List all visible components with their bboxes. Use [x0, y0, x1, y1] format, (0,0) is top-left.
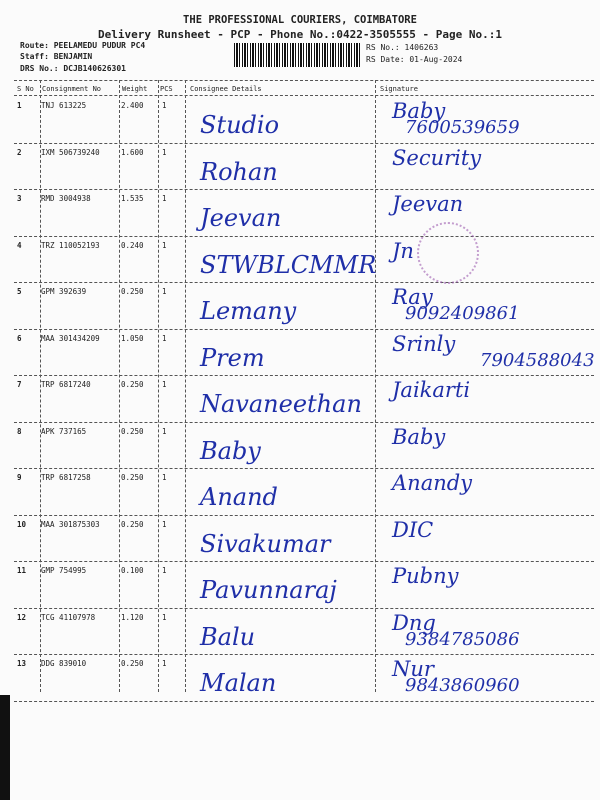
- recipient-signature: Jeevan: [392, 192, 464, 216]
- pcs-cell: 1: [162, 473, 167, 482]
- staff-label: Staff: BENJAMIN: [20, 52, 93, 61]
- recipient-signature: Dng: [392, 610, 436, 635]
- pcs-cell: 1: [162, 566, 167, 575]
- consignment-cell: TRP 6817240: [41, 380, 91, 389]
- handwritten-phone: 9092409861: [405, 303, 520, 324]
- consignment-cell: IXM 506739240: [41, 147, 100, 157]
- sno-cell: 6: [17, 333, 22, 343]
- table-row: [0, 423, 600, 469]
- sno-cell: 8: [17, 426, 22, 436]
- runsheet-subtitle: Delivery Runsheet - PCP - Phone No.:0422-3505555 - Page No.:1: [98, 28, 502, 41]
- route-label: Route: PEELAMEDU PUDUR PC4: [20, 41, 146, 50]
- sno-cell: 5: [17, 287, 22, 296]
- sno-cell: 2: [17, 147, 22, 157]
- rs-date: RS Date: 01-Aug-2024: [366, 55, 463, 64]
- pcs-cell: 1: [162, 194, 167, 203]
- consignee-handwriting: STWBLCMMR: [200, 250, 377, 279]
- weight-cell: 0.100: [121, 566, 144, 575]
- recipient-signature: Security: [392, 145, 482, 170]
- recipient-signature: Pubny: [392, 564, 459, 588]
- col-header-consignee: Consignee Details: [190, 85, 262, 93]
- barcode: [234, 43, 360, 67]
- handwritten-phone: 7904588043: [480, 349, 595, 371]
- pcs-cell: 1: [162, 426, 167, 436]
- consignment-cell: GMP 754995: [41, 566, 87, 575]
- consignee-handwriting: Balu: [200, 622, 256, 651]
- weight-cell: 0.250: [121, 380, 144, 389]
- consignment-cell: GPM 392639: [41, 287, 87, 296]
- weight-cell: 1.535: [121, 194, 144, 203]
- pcs-cell: 1: [162, 147, 167, 157]
- weight-cell: 1.600: [121, 147, 144, 157]
- consignee-handwriting: Anand: [200, 483, 278, 511]
- sno-cell: 4: [17, 240, 22, 250]
- scan-edge-mark: [0, 695, 10, 800]
- consignment-cell: MAA 301875303: [41, 519, 100, 529]
- weight-cell: 0.240: [121, 240, 144, 250]
- weight-cell: 0.250: [121, 426, 144, 436]
- weight-cell: 2.400: [121, 101, 144, 110]
- consignee-handwriting: Prem: [200, 343, 265, 372]
- handwritten-phone: 9384785086: [405, 628, 520, 650]
- recipient-signature: Srinly: [392, 331, 456, 356]
- weight-cell: 0.250: [121, 519, 144, 529]
- recipient-signature: Nur: [392, 657, 434, 681]
- sno-cell: 3: [17, 194, 22, 203]
- header-bottom-border: [14, 95, 594, 96]
- table-top-border: [14, 80, 594, 81]
- consignee-handwriting: Rohan: [200, 157, 278, 186]
- pcs-cell: 1: [162, 240, 167, 250]
- consignee-handwriting: Sivakumar: [200, 529, 331, 558]
- col-header-consignment: Consignment No: [42, 85, 102, 93]
- consignee-handwriting: Baby: [200, 436, 261, 465]
- consignment-cell: DDG 839010: [41, 659, 87, 668]
- recipient-signature: Jaikarti: [392, 378, 471, 402]
- pcs-cell: 1: [162, 287, 167, 296]
- consignment-cell: TCG 41107978: [41, 612, 96, 622]
- pcs-cell: 1: [162, 101, 167, 110]
- drs-number: DRS No.: DCJB140626301: [20, 64, 126, 73]
- recipient-signature: Anandy: [392, 471, 473, 495]
- consignment-cell: RMD 3004938: [41, 194, 91, 203]
- pcs-cell: 1: [162, 659, 167, 668]
- consignment-cell: APK 737165: [41, 426, 87, 436]
- weight-cell: 0.250: [121, 659, 144, 668]
- row-divider: [14, 701, 594, 702]
- table-row: [0, 144, 600, 190]
- sno-cell: 13: [17, 659, 27, 668]
- sno-cell: 11: [17, 566, 27, 575]
- rs-number: RS No.: 1406263: [366, 43, 439, 52]
- consignment-cell: MAA 301434209: [41, 333, 100, 343]
- sno-cell: 10: [17, 519, 27, 529]
- pcs-cell: 1: [162, 612, 167, 622]
- weight-cell: 1.050: [121, 333, 144, 343]
- handwritten-phone: 7600539659: [405, 117, 520, 138]
- ink-stamp: [417, 222, 479, 284]
- consignee-handwriting: Pavunnaraj: [200, 576, 337, 604]
- pcs-cell: 1: [162, 333, 167, 343]
- sno-cell: 1: [17, 101, 22, 110]
- consignment-cell: TRZ 110052193: [41, 240, 100, 250]
- consignee-handwriting: Navaneethan: [200, 390, 362, 418]
- sno-cell: 7: [17, 380, 22, 389]
- weight-cell: 0.250: [121, 473, 144, 482]
- sno-cell: 9: [17, 473, 22, 482]
- recipient-signature: Baby: [392, 424, 446, 449]
- recipient-signature: Ray: [392, 285, 433, 309]
- consignee-handwriting: Jeevan: [200, 204, 282, 232]
- recipient-signature: Baby: [392, 99, 446, 123]
- recipient-signature: DIC: [392, 517, 434, 542]
- weight-cell: 1.120: [121, 612, 144, 622]
- table-row: [0, 469, 600, 515]
- table-row: [0, 190, 600, 236]
- handwritten-phone: 9843860960: [405, 675, 520, 696]
- col-header-pcs: PCS: [160, 85, 173, 93]
- company-title: THE PROFESSIONAL COURIERS, COIMBATORE: [183, 14, 417, 26]
- consignment-cell: TRP 6817258: [41, 473, 91, 482]
- recipient-signature: Jn: [392, 238, 414, 263]
- pcs-cell: 1: [162, 380, 167, 389]
- sno-cell: 12: [17, 612, 27, 622]
- pcs-cell: 1: [162, 519, 167, 529]
- col-header-sno: S No: [17, 85, 34, 93]
- col-header-signature: Signature: [380, 85, 418, 93]
- consignment-cell: TNJ 613225: [41, 101, 87, 110]
- col-header-weight: Weight: [122, 85, 148, 93]
- consignee-handwriting: Malan: [200, 669, 277, 697]
- weight-cell: 0.250: [121, 287, 144, 296]
- consignee-handwriting: Studio: [200, 111, 280, 139]
- consignee-handwriting: Lemany: [200, 297, 297, 325]
